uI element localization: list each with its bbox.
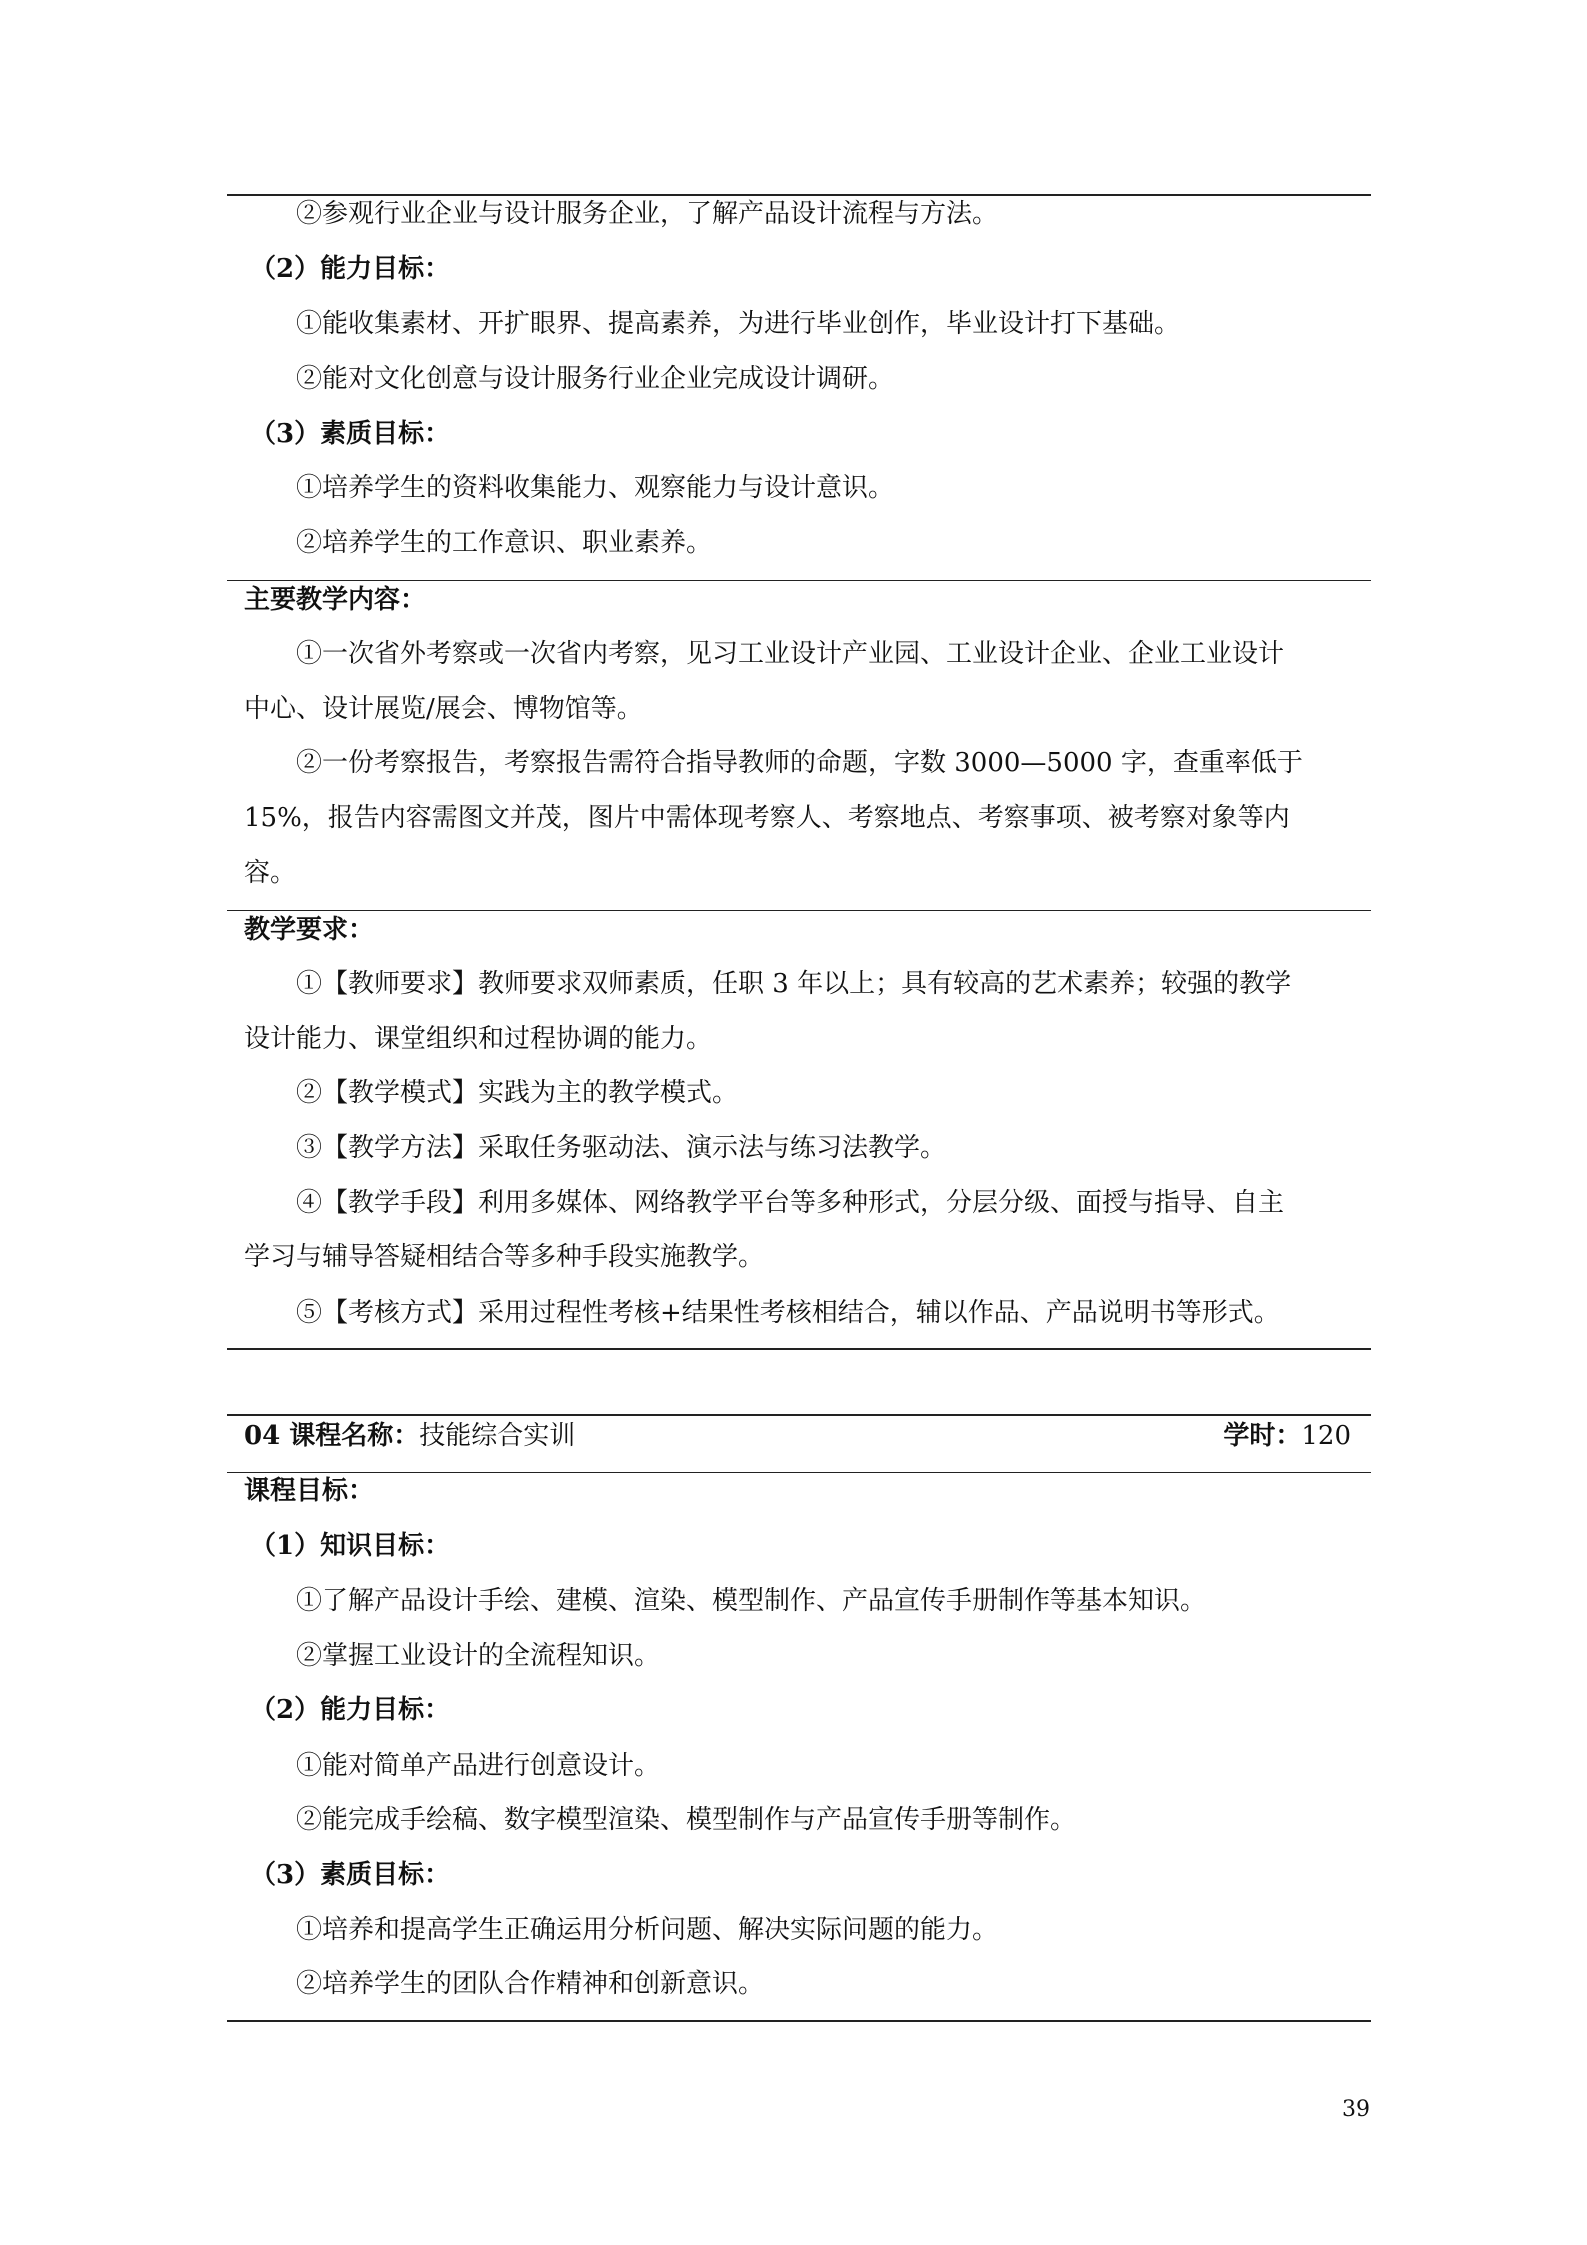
ability-item: ①能对简单产品进行创意设计。	[296, 1751, 661, 1781]
quality-item: ②培养学生的团队合作精神和创新意识。	[296, 1969, 765, 1999]
content-heading: 主要教学内容：	[244, 585, 427, 615]
course-bottom-rule	[227, 2020, 1371, 2022]
quality-item: ①培养和提高学生正确运用分析问题、解决实际问题的能力。	[296, 1915, 999, 1945]
course-name: 技能综合实训	[419, 1421, 576, 1451]
quality-item: ②培养学生的工作意识、职业素养。	[296, 528, 713, 558]
requirement-line: ④【教学手段】利用多媒体、网络教学平台等多种形式，分层分级、面授与指导、自主	[296, 1188, 1285, 1218]
content-line: 容。	[244, 858, 297, 888]
content-line: 中心、设计展览/展会、博物馆等。	[244, 694, 643, 724]
top-rule	[227, 194, 1371, 196]
section-divider	[227, 910, 1371, 911]
ability-heading: （2）能力目标：	[250, 1695, 451, 1725]
requirement-line: ⑤【考核方式】采用过程性考核+结果性考核相结合，辅以作品、产品说明书等形式。	[296, 1298, 1280, 1328]
hours-label: 学时：	[1223, 1421, 1302, 1451]
requirement-line: ②【教学模式】实践为主的教学模式。	[296, 1078, 739, 1108]
course-title-row	[244, 1420, 1359, 1452]
section-bottom-rule	[227, 1348, 1371, 1350]
course-label: 04 课程名称：	[244, 1421, 420, 1451]
ability-item: ①能收集素材、开扩眼界、提高素养，为进行毕业创作，毕业设计打下基础。	[296, 309, 1181, 339]
objectives-heading: 课程目标：	[244, 1476, 375, 1506]
ability-item: ②能对文化创意与设计服务行业企业完成设计调研。	[296, 364, 895, 394]
page-number: 39	[1342, 2097, 1370, 2122]
knowledge-item: ①了解产品设计手绘、建模、渲染、模型制作、产品宣传手册制作等基本知识。	[296, 1586, 1207, 1616]
hours-value: 120	[1301, 1421, 1351, 1451]
requirement-line: ①【教师要求】教师要求双师素质，任职 3 年以上；具有较高的艺术素养；较强的教学	[296, 969, 1292, 999]
quality-heading: （3）素质目标：	[250, 1860, 451, 1890]
course-header-divider	[227, 1472, 1371, 1473]
knowledge-heading: （1）知识目标：	[250, 1531, 451, 1561]
requirements-heading: 教学要求：	[244, 915, 375, 945]
requirement-line: ③【教学方法】采取任务驱动法、演示法与练习法教学。	[296, 1133, 947, 1163]
ability-item: ②能完成手绘稿、数字模型渲染、模型制作与产品宣传手册等制作。	[296, 1805, 1077, 1835]
content-line: 15%，报告内容需图文并茂，图片中需体现考察人、考察地点、考察事项、被考察对象等内	[244, 803, 1290, 833]
requirement-line: 学习与辅导答疑相结合等多种手段实施教学。	[244, 1242, 765, 1272]
ability-heading: （2）能力目标：	[250, 254, 451, 284]
course-hours	[1223, 1420, 1351, 1452]
course-top-rule	[227, 1414, 1371, 1416]
knowledge-item: ②参观行业企业与设计服务企业，了解产品设计流程与方法。	[296, 199, 999, 229]
quality-item: ①培养学生的资料收集能力、观察能力与设计意识。	[296, 473, 895, 503]
section-divider	[227, 580, 1371, 581]
requirement-line: 设计能力、课堂组织和过程协调的能力。	[244, 1024, 713, 1054]
knowledge-item: ②掌握工业设计的全流程知识。	[296, 1641, 661, 1671]
quality-heading: （3）素质目标：	[250, 419, 451, 449]
content-line: ②一份考察报告，考察报告需符合指导教师的命题，字数 3000—5000 字，查重率低于	[296, 748, 1303, 778]
content-line: ①一次省外考察或一次省内考察，见习工业设计产业园、工业设计企业、企业工业设计	[296, 639, 1285, 669]
